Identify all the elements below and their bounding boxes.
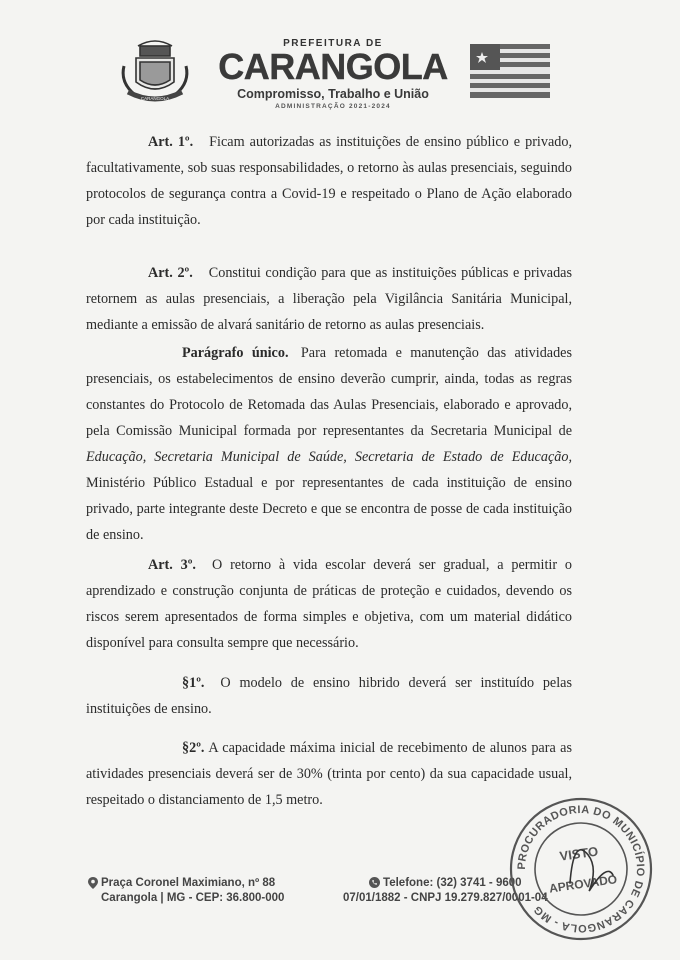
cnpj-line: 07/01/1882 - CNPJ 19.279.827/0001-04: [343, 892, 548, 904]
article-3-text: O retorno à vida escolar deverá ser gradual, a permitir o aprendizado e construção conjunta de práticas de proteção e cuidados, devendo os riscos serem apresentados de forma simples e objetiva, com um material didático disponível para consulta sempre que necessário.: [86, 557, 573, 651]
motto-text: Compromisso, Trabalho e União: [237, 87, 429, 101]
paragrafo-unico-text-1: Para retomada e manutenção das atividades presenciais, os estabelecimentos de ensino deverão cumprir, ainda, todas as regras constantes do Protocolo de Retomada das Aulas Presenciais, elaborado e aprovado, pela Comissão Municipal formada por representantes da Secretaria Municipal de: [86, 345, 572, 439]
paragrafo-unico: [86, 340, 572, 548]
article-1: [86, 129, 572, 233]
article-2-label: Art. 2º.: [148, 265, 193, 281]
article-2-text: Constitui condição para que as instituições públicas e privadas retornem as aulas presenciais, a liberação pela Vigilância Sanitária Municipal, mediante a emissão de alvará sanitário de retorno as aulas presenciais.: [86, 265, 572, 333]
phone-icon: [369, 877, 380, 888]
svg-text:CARANGOLA: CARANGOLA: [140, 96, 170, 101]
section-2: [86, 735, 572, 813]
svg-text:PROCURADORIA DO MUNICÍPIO DE C: PROCURADORIA DO MUNICÍPIO DE CARANGOLA - MG: [515, 803, 647, 935]
header-title-block: [218, 38, 448, 110]
footer-address: [88, 876, 284, 906]
municipal-coat-of-arms-logo: [118, 36, 192, 106]
prefeitura-de-label: PREFEITURA DE: [283, 38, 383, 49]
paragrafo-unico-text-italic: Educação, Secretaria Municipal de Saúde, Secretaria de Estado de Educação,: [86, 449, 572, 465]
administration-term: ADMINISTRAÇÃO 2021-2024: [275, 103, 391, 110]
article-2: [86, 260, 572, 338]
city-name-logo-text: CARANGOLA: [218, 46, 448, 87]
article-3-label: Art. 3º.: [148, 557, 196, 573]
article-3: [86, 552, 572, 656]
phone-line: Telefone: (32) 3741 - 9600: [383, 877, 522, 889]
section-2-text: A capacidade máxima inicial de recebimento de alunos para as atividades presenciais deverá ser de 30% (trinta por cento) da sua capacidade usual, respeitado o distanciamento de 1,5 metro.: [86, 740, 572, 808]
svg-text:VISTO: VISTO: [558, 843, 600, 864]
section-1-label: §1º.: [182, 675, 205, 691]
article-1-text: Ficam autorizadas as instituições de ensino público e privado, facultativamente, sob suas responsabilidades, o retorno às aulas presenciais, seguindo protocolos de segurança contra a Covid-19 e respeitado o Plano de Ação elaborado por cada instituição.: [86, 134, 573, 228]
municipal-flag-icon: [470, 44, 550, 98]
paragrafo-unico-text-2: Ministério Público Estadual e por representantes de cada instituição de ensino privado, parte integrante deste Decreto e que se encontra de posse de cada instituição de ensino.: [86, 475, 572, 543]
section-1-text: O modelo de ensino hibrido deverá ser instituído pelas instituições de ensino.: [86, 675, 572, 717]
section-1: [86, 670, 572, 722]
address-line-2: Carangola | MG - CEP: 36.800-000: [101, 892, 285, 904]
address-line-1: Praça Coronel Maximiano, nº 88: [101, 877, 276, 889]
procuradoria-approval-stamp: [499, 787, 664, 952]
article-1-label: Art. 1º.: [148, 134, 194, 150]
paragrafo-unico-label: Parágrafo único.: [182, 345, 289, 361]
svg-text:APROVADO: APROVADO: [548, 872, 618, 896]
location-pin-icon: [88, 877, 98, 889]
section-2-label: §2º.: [182, 740, 205, 756]
